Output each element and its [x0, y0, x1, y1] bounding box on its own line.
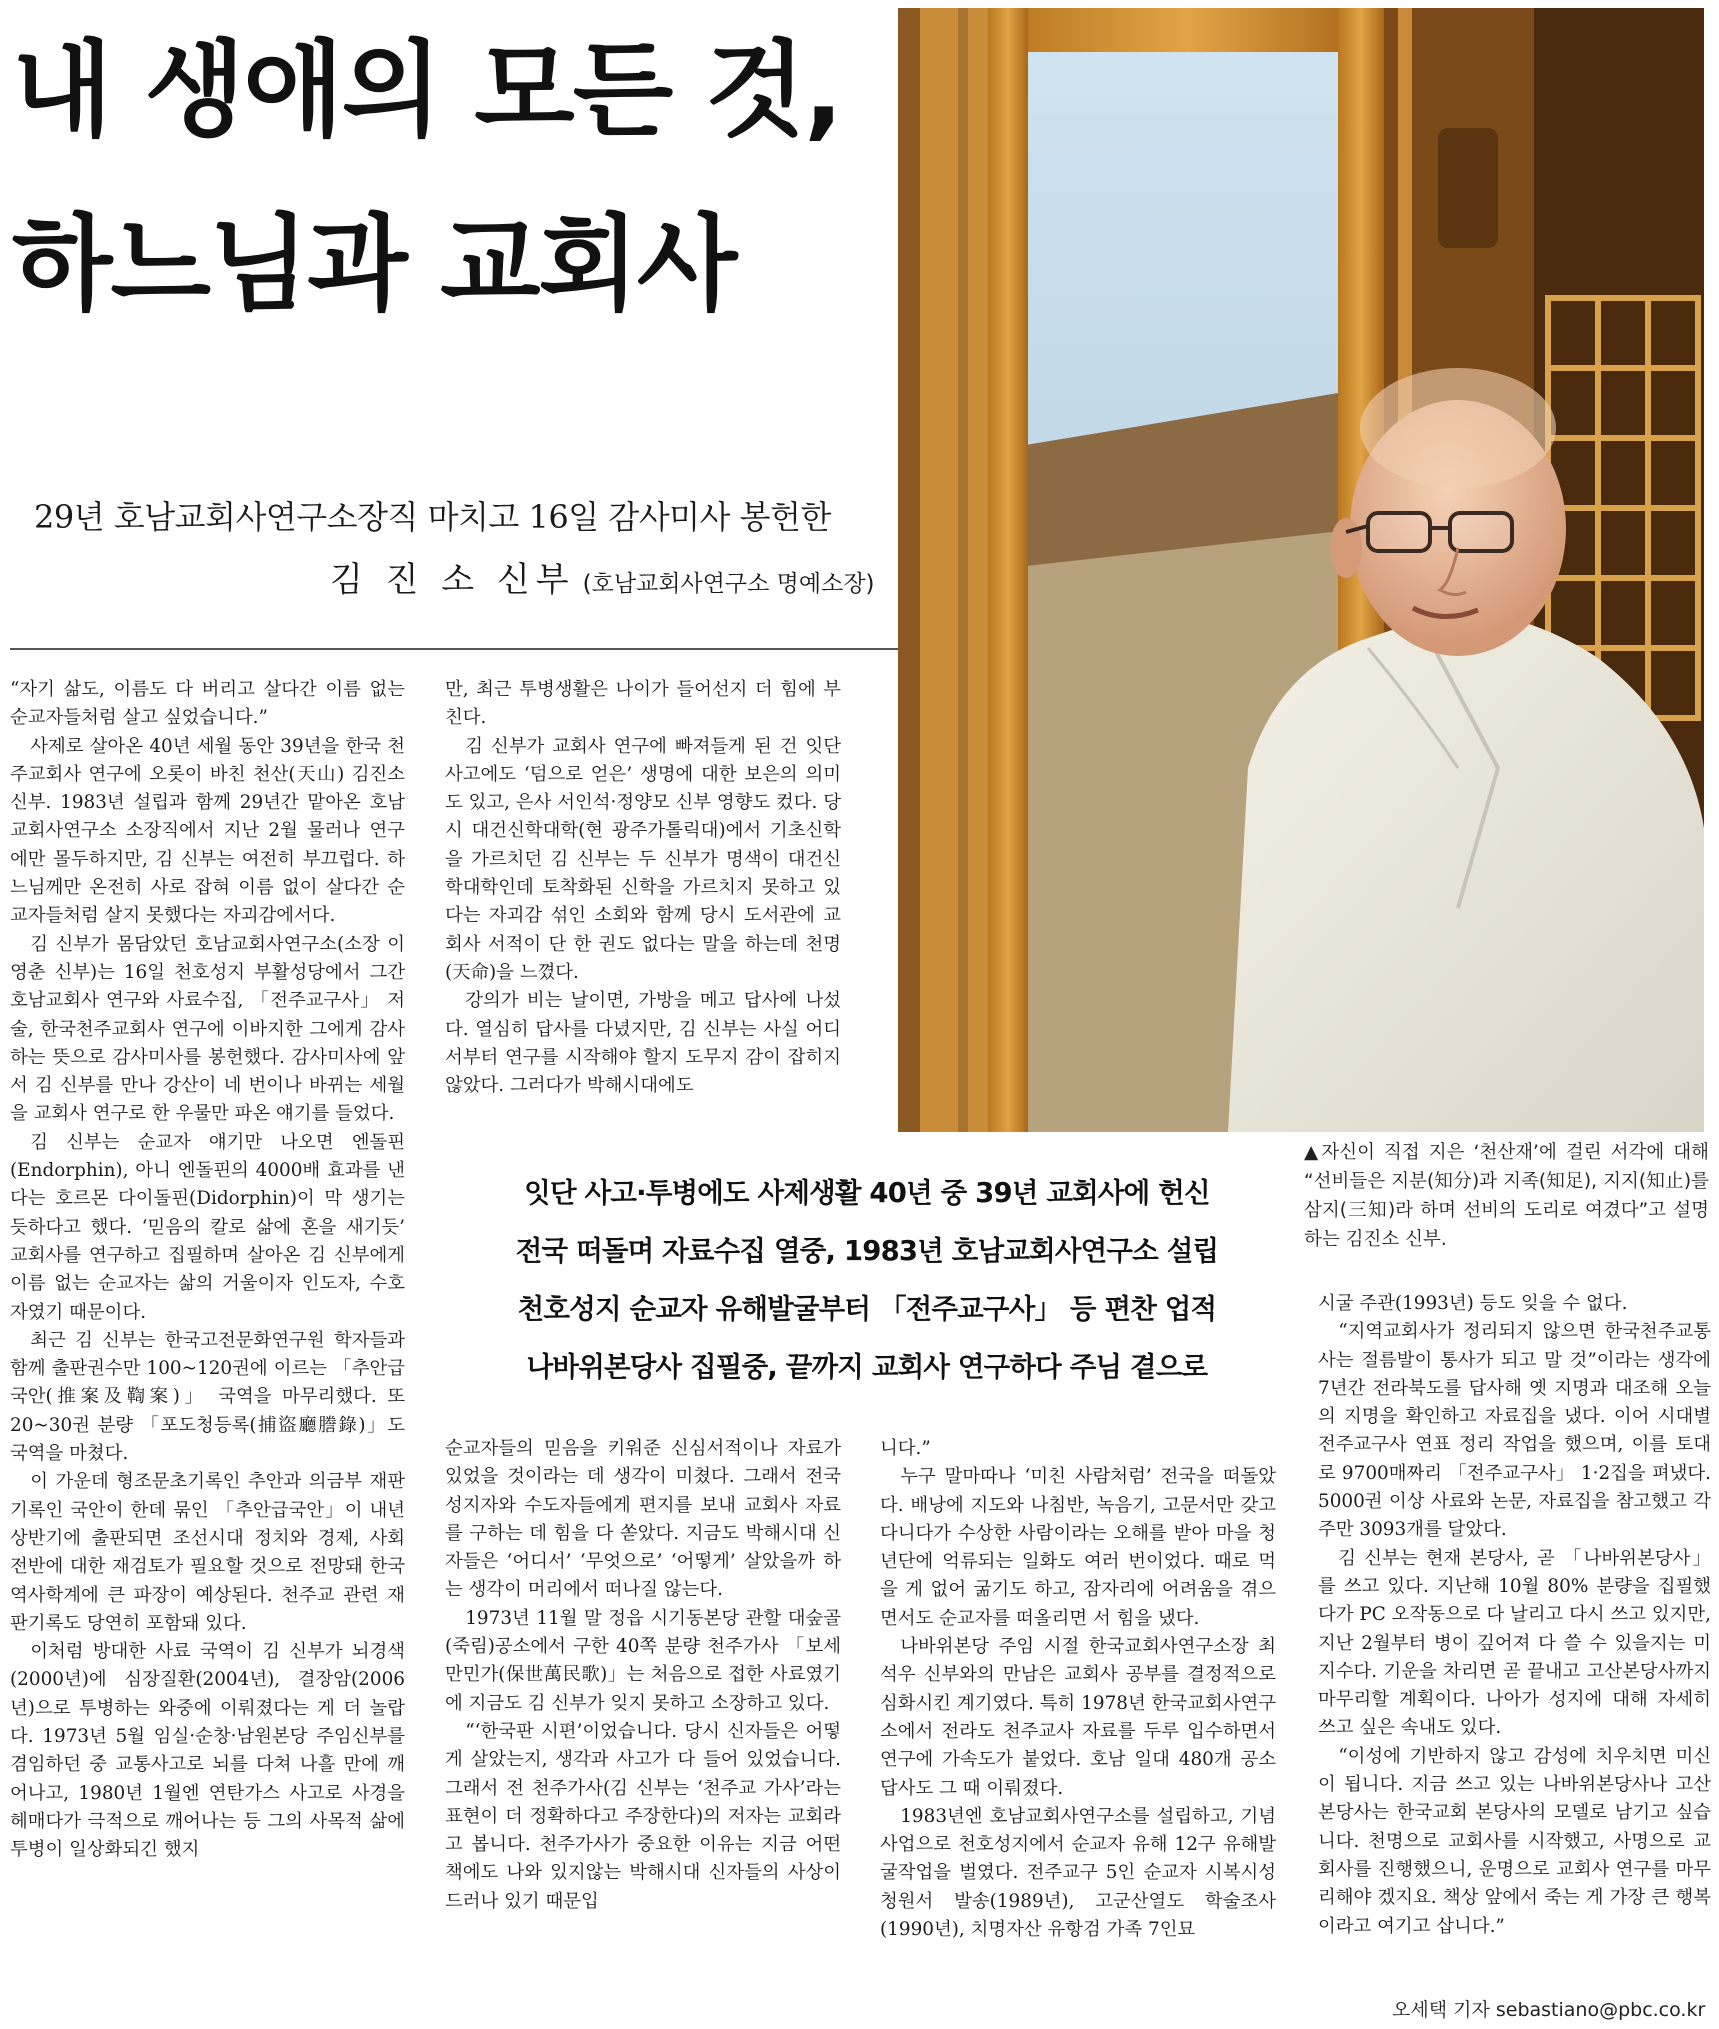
paragraph: 이처럼 방대한 사료 국역이 김 신부가 뇌경색(2000년)에 심장질환(2004년), 결장암(2006년)으로 투병하는 와중에 이뤄졌다는 게 더 놀랍다. 1973년 5월 임실·순창·남원본당 주임신부를 겸임하던 중 교통사고로 뇌를 다쳐 나흘 만에 깨어나고, 1980년 1월엔 연탄가스 사고로 사경을 헤매다가 극적으로 깨어나는 등 그의 사목적 삶에 투병이 일상화되긴 했지: [10, 1641, 405, 1861]
paragraph: 1973년 11월 말 정읍 시기동본당 관할 대숲골(죽림)공소에서 구한 40쪽 분량 천주가사 「보세만민가(保世萬民歌)」는 처음으로 접한 사료였기에 지금도 김 신부가 잊지 못하고 소장하고 있다.: [445, 1607, 841, 1714]
paragraph: 최근 김 신부는 한국고전문화연구원 학자들과 함께 출판권수만 100~120권에 이르는 「추안급국안(推案及鞫案)」 국역을 마무리했다. 또 20~30권 분량 「포도청등록(捕盜廳謄錄)」도 국역을 마쳤다.: [10, 1329, 405, 1465]
paragraph: “이성에 기반하지 않고 감성에 치우치면 미신이 됩니다. 지금 쓰고 있는 나바위본당사나 고산본당사는 한국교회 본당사의 모델로 남기고 싶습니다. 천명으로 교회사를 시작했고, 사명으로 교회사를 진행했으니, 운명으로 교회사 연구를 마무리해야 겠지요. 책상 앞에서 죽는 게 가장 큰 행복이라고 여기고 삽니다.”: [1318, 1745, 1711, 1937]
paragraph: 김 신부는 현재 본당사, 곧 「나바위본당사」를 쓰고 있다. 지난해 10월 80% 분량을 집필했다가 PC 오작동으로 다 날리고 다시 쓰고 있지만, 지난 2월부터 병이 깊어져 다 쓸 수 있을지는 미지수다. 기운을 차리면 곧 끝내고 고산본당사까지 마무리할 계획이다. 나아가 성지에 대해 자세히 쓰고 싶은 속내도 있다.: [1318, 1547, 1711, 1739]
pull-quote-line: 천호성지 순교자 유해발굴부터 「전주교구사」 등 편찬 업적: [517, 1293, 1217, 1325]
paragraph: 사제로 살아온 40년 세월 동안 39년을 한국 천주교회사 연구에 오롯이 바친 천산(天山) 김진소 신부. 1983년 설립과 함께 29년간 맡아온 호남교회사연구소 소장직에서 지난 2월 물러나 연구에만 몰두하지만, 김 신부는 여전히 부끄럽다. 하느님께만 온전히 사로 잡혀 이름 없이 살다간 순교자들처럼 살지 못했다는 자괴감에서다.: [10, 735, 405, 927]
paragraph: 김 신부는 순교자 얘기만 나오면 엔돌핀(Endorphin), 아니 엔돌핀의 4000배 효과를 낸다는 호르몬 다이돌핀(Didorphin)이 막 생기는 듯하다고 했다. ‘믿음의 칼로 삶에 혼을 새기듯’ 교회사를 연구하고 집필하며 살아온 김 신부에게 이름 없는 순교자는 삶의 거울이자 인도자, 수호자였기 때문이다.: [10, 1131, 405, 1323]
pull-quote-line: 나바위본당사 집필중, 끝까지 교회사 연구하다 주님 곁으로: [526, 1351, 1208, 1383]
paragraph: 누구 말마따나 ‘미친 사람처럼’ 전국을 떠돌았다. 배낭에 지도와 나침반, 녹음기, 고문서만 갖고 다니다가 수상한 사람이라는 오해를 받아 마을 청년단에 억류되는 일화도 여러 번이었다. 때로 먹을 게 없어 굶기도 하고, 잠자리에 어려움을 겪으면서도 순교자를 떠올리면 서 힘을 냈다.: [880, 1466, 1276, 1629]
photo-caption: ▲자신이 직접 지은 ‘천산재’에 걸린 서각에 대해 “선비들은 지분(知分)과 지족(知足), 지지(知止)를 삼지(三知)라 하며 선비의 도리로 여겼다”고 설명하는 김진소 신부.: [1304, 1142, 1709, 1250]
paragraph: 나바위본당 주임 시절 한국교회사연구소장 최석우 신부와의 만남은 교회사 공부를 결정적으로 심화시킨 계기였다. 특히 1978년 한국교회사연구소에서 전라도 천주교사 자료를 두루 입수하면서 연구에 가속도가 붙었다. 호남 일대 480개 공소 답사도 그 때 이뤄졌다.: [880, 1636, 1276, 1799]
paragraph: 시굴 주관(1993년) 등도 잊을 수 없다.: [1318, 1293, 1628, 1314]
header-divider: [10, 648, 898, 650]
paragraph: “‘한국판 시편’이었습니다. 당시 신자들은 어떻게 살았는지, 생각과 사고가 다 들어 있었습니다. 그래서 전 천주가사(김 신부는 ‘천주교 가사’라는 표현이 더 정확하다고 주장한다)의 저자는 교회라고 봅니다. 천주가사가 중요한 이유는 지금 어떤 책에도 나와 있지않는 박해시대 신자들의 사상이 드러나 있기 때문입: [445, 1720, 841, 1912]
headline-line-1: 내 생애의 모든 것,: [12, 29, 842, 151]
subject-role: (호남교회사연구소 명예소장): [582, 571, 875, 597]
paragraph: 니다.”: [880, 1438, 931, 1459]
article-column-4: [880, 1435, 1276, 2025]
paragraph: 김 신부가 교회사 연구에 빠져들게 된 건 잇단 사고에도 ‘덤으로 얻은’ 생명에 대한 보은의 의미도 있고, 은사 서인석·정양모 신부 영향도 컸다. 당시 대건신학대학(현 광주가톨릭대)에서 기초신학을 가르치던 김 신부는 두 신부가 명색이 대건신학대학인데 토착화된 신학을 가르치지 못하고 있다는 자괴감 섞인 소회와 함께 당시 도서관에 교회사 서적이 단 한 권도 없다는 말을 하는데 천명(天命)을 느꼈다.: [445, 735, 841, 983]
pull-quote-line: 전국 떠돌며 자료수집 열중, 1983년 호남교회사연구소 설립: [515, 1235, 1219, 1267]
paragraph: 강의가 비는 날이면, 가방을 메고 답사에 나섰다. 열심히 답사를 다녔지만, 김 신부는 사실 어디서부터 연구를 시작해야 할지 도무지 감이 잡히지 않았다. 그러다가 박해시대에도: [445, 990, 841, 1097]
subhead-line-2: [330, 552, 875, 601]
paragraph: 김 신부가 몸담았던 호남교회사연구소(소장 이영춘 신부)는 16일 천호성지 부활성당에서 그간 호남교회사 연구와 사료수집, 「전주교구사」 저술, 한국천주교회사 연구에 이바지한 그에게 감사하는 뜻으로 감사미사를 봉헌했다. 감사미사에 앞서 김 신부를 만나 강산이 네 번이나 바뀌는 세월을 교회사 연구로 한 우물만 파온 얘기를 들었다.: [10, 933, 405, 1125]
subhead-line-1: 29년 호남교회사연구소장직 마치고 16일 감사미사 봉헌한: [34, 498, 831, 536]
paragraph: “자기 삶도, 이름도 다 버리고 살다간 이름 없는 순교자들처럼 살고 싶었습니다.”: [10, 679, 405, 729]
headline-line-2: 하느님과 교회사: [12, 203, 736, 325]
pull-quote-line: 잇단 사고·투병에도 사제생활 40년 중 39년 교회사에 헌신: [524, 1177, 1210, 1209]
subject-name: 김 진 소 신부: [330, 560, 575, 600]
paragraph: “지역교회사가 정리되지 않으면 한국천주교통사는 절름발이 통사가 되고 말 것”이라는 생각에 7년간 전라북도를 답사해 옛 지명과 대조해 오늘의 지명을 확인하고 자료집을 냈다. 이어 시대별 전주교구사 연표 정리 작업을 했으며, 이를 토대로 9700매짜리 「전주교구사」 1·2집을 펴냈다. 5000권 이상 사료와 논문, 자료집을 참고했고 각주만 3093개를 달았다.: [1318, 1321, 1711, 1541]
article-column-1: [10, 676, 405, 2021]
photo-illustration: [898, 8, 1704, 1132]
article-column-2: [445, 676, 841, 1126]
article-column-3: [445, 1435, 841, 2025]
paragraph: 순교자들의 믿음을 키워준 신심서적이나 자료가 있었을 것이라는 데 생각이 미쳤다. 그래서 전국 성지자와 수도자들에게 편지를 보내 교회사 자료를 구하는 데 힘을 다 쏟았다. 지금도 박해시대 신자들은 ‘어디서’ ‘무엇으로’ ‘어떻게’ 살았을까 하는 생각이 머리에서 떠나질 않는다.: [445, 1438, 841, 1601]
paragraph: 1983년엔 호남교회사연구소를 설립하고, 기념사업으로 천호성지에서 순교자 유해 12구 유해발굴작업을 벌였다. 전주교구 5인 순교자 시복시성 청원서 발송(1989년), 고군산열도 학술조사(1990년), 치명자산 유항검 가족 7인묘: [880, 1805, 1276, 1941]
paragraph: 이 가운데 형조문초기록인 추안과 의금부 재판기록인 국안이 한데 묶인 「추안급국안」이 내년 상반기에 출판되면 조선시대 정치와 경제, 사회 전반에 대한 재검토가 필요할 것으로 전망돼 한국 역사학계에 큰 파장이 예상된다. 천주교 관련 재판기록도 당연히 포함돼 있다.: [10, 1471, 405, 1634]
article-column-5: [1318, 1290, 1711, 1990]
paragraph: 만, 최근 투병생활은 나이가 들어선지 더 힘에 부친다.: [445, 679, 841, 729]
byline: 오세택 기자 sebastiano@pbc.co.kr: [1392, 1999, 1706, 2021]
priest-portrait-photo: [898, 8, 1704, 1132]
pull-quote: [448, 1164, 1286, 1396]
